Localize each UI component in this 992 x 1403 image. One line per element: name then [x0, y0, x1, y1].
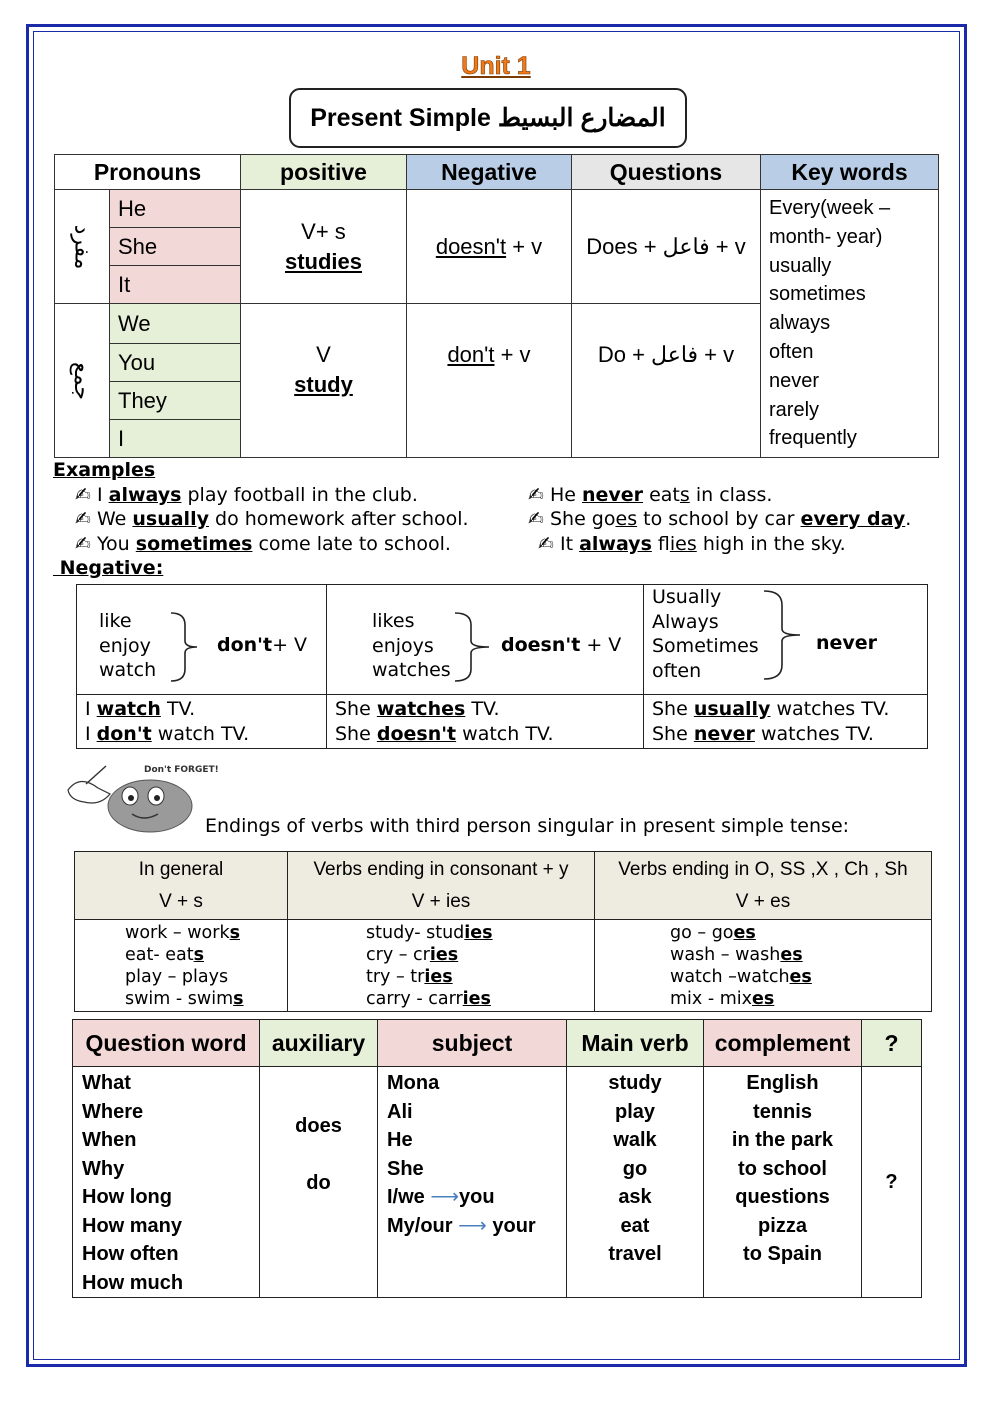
pronoun-he: He: [110, 190, 241, 228]
pronoun-you: You: [110, 344, 241, 382]
negative-example-3: She usually watches TV. She never watches TV.: [644, 695, 928, 749]
complements-list: English tennis in the park to school questions pizza to Spain: [704, 1067, 862, 1298]
header-question-word: Question word: [73, 1020, 260, 1067]
endings-consonant-y-list: study- studies cry – cries try – tries carry - carries: [288, 920, 595, 1012]
header-key-words: Key words: [761, 155, 939, 190]
header-complement: complement: [704, 1020, 862, 1067]
pronoun-we: We: [110, 304, 241, 344]
unit-title: Unit 1: [461, 52, 531, 80]
pen-icon: ✍: [528, 484, 550, 506]
endings-title: Endings of verbs with third person singular in present simple tense:: [205, 815, 850, 837]
table-row: [77, 695, 928, 749]
pronoun-they: They: [110, 382, 241, 420]
pen-icon: ✍: [538, 533, 560, 555]
question-mark-cell: ?: [862, 1067, 922, 1298]
table-header-row: [75, 852, 932, 920]
negative-label: Negative:: [53, 557, 164, 579]
pen-icon: ✍: [75, 508, 97, 530]
endings-table: [74, 851, 932, 1012]
pronoun-i: I: [110, 420, 241, 458]
header-main-verb: Main verb: [567, 1020, 704, 1067]
negative-example-2: She watches TV. She doesn't watch TV.: [327, 695, 644, 749]
dont-forget-sign: Don't FORGET!: [144, 765, 219, 775]
brace-icon: [453, 611, 493, 683]
pronoun-she: She: [110, 228, 241, 266]
table-row: [73, 1067, 922, 1298]
header-o-ss-x: Verbs ending in O, SS ,X , Ch , Sh V + es: [595, 852, 932, 920]
present-simple-table: [54, 154, 939, 458]
negative-rule-plural: like enjoy watch don't+ V: [77, 585, 327, 695]
example-line: ✍ We usually do homework after school.: [75, 508, 469, 530]
pen-icon: ✍: [528, 508, 550, 530]
header-negative: Negative: [407, 155, 572, 190]
negative-example-1: I watch TV. I don't watch TV.: [77, 695, 327, 749]
example-line: ✍ She goes to school by car every day.: [528, 508, 912, 530]
header-pronouns: Pronouns: [55, 155, 241, 190]
example-line: ✍ I always play football in the club.: [75, 484, 418, 506]
brace-icon: [169, 611, 201, 683]
table-header-row: [55, 155, 939, 190]
main-verbs-list: study play walk go ask eat travel: [567, 1067, 704, 1298]
present-simple-title: Present Simple المضارع البسيط: [289, 88, 687, 148]
auxiliaries-list: does do: [260, 1067, 378, 1298]
arrow-right-icon: ⟶: [458, 1214, 487, 1237]
singular-negative: doesn't + v: [407, 190, 572, 304]
table-row: [77, 585, 928, 695]
brace-icon: [762, 589, 802, 681]
example-line: ✍ It always flies high in the sky.: [538, 533, 846, 555]
header-auxiliary: auxiliary: [260, 1020, 378, 1067]
header-consonant-y: Verbs ending in consonant + y V + ies: [288, 852, 595, 920]
arrow-right-icon: ⟶: [430, 1186, 460, 1208]
table-row: [75, 920, 932, 1012]
question-table: [72, 1019, 922, 1298]
pronoun-it: It: [110, 266, 241, 304]
negative-rule-adverbs: Usually Always Sometimes often never: [644, 585, 928, 695]
plural-question: Do + فاعل + v: [572, 304, 761, 458]
header-subject: subject: [378, 1020, 567, 1067]
header-questions: Questions: [572, 155, 761, 190]
subjects-list: Mona Ali He She I/we ⟶you My/our ⟶ your: [378, 1067, 567, 1298]
singular-positive: V+ s studies: [241, 190, 407, 304]
pen-icon: ✍: [75, 484, 97, 506]
examples-label: Examples: [53, 459, 156, 481]
plural-negative: don't + v: [407, 304, 572, 458]
example-line: ✍ You sometimes come late to school.: [75, 533, 451, 555]
header-positive: positive: [241, 155, 407, 190]
endings-general-list: work – works eat- eats play – plays swim - swims: [75, 920, 288, 1012]
negative-rule-singular: likes enjoys watches doesn't + V: [327, 585, 644, 695]
pen-icon: ✍: [75, 533, 97, 555]
plural-label: جمع: [55, 304, 110, 458]
singular-question: Does + فاعل + v: [572, 190, 761, 304]
singular-label: مفرد: [55, 190, 110, 304]
negative-table: [76, 584, 928, 749]
table-header-row: [73, 1020, 922, 1067]
table-row: [55, 190, 939, 228]
endings-o-ss-x-list: go – goes wash – washes watch –watches mix - mixes: [595, 920, 932, 1012]
key-words-list: Every(week – month- year) usually sometimes always often never rarely frequently: [761, 190, 939, 458]
dont-forget-icon: [58, 760, 219, 835]
plural-positive: V study: [241, 304, 407, 458]
question-words-list: What Where When Why How long How many How often How much: [73, 1067, 260, 1298]
header-question-mark: ?: [862, 1020, 922, 1067]
example-line: ✍ He never eats in class.: [528, 484, 773, 506]
header-in-general: In general V + s: [75, 852, 288, 920]
